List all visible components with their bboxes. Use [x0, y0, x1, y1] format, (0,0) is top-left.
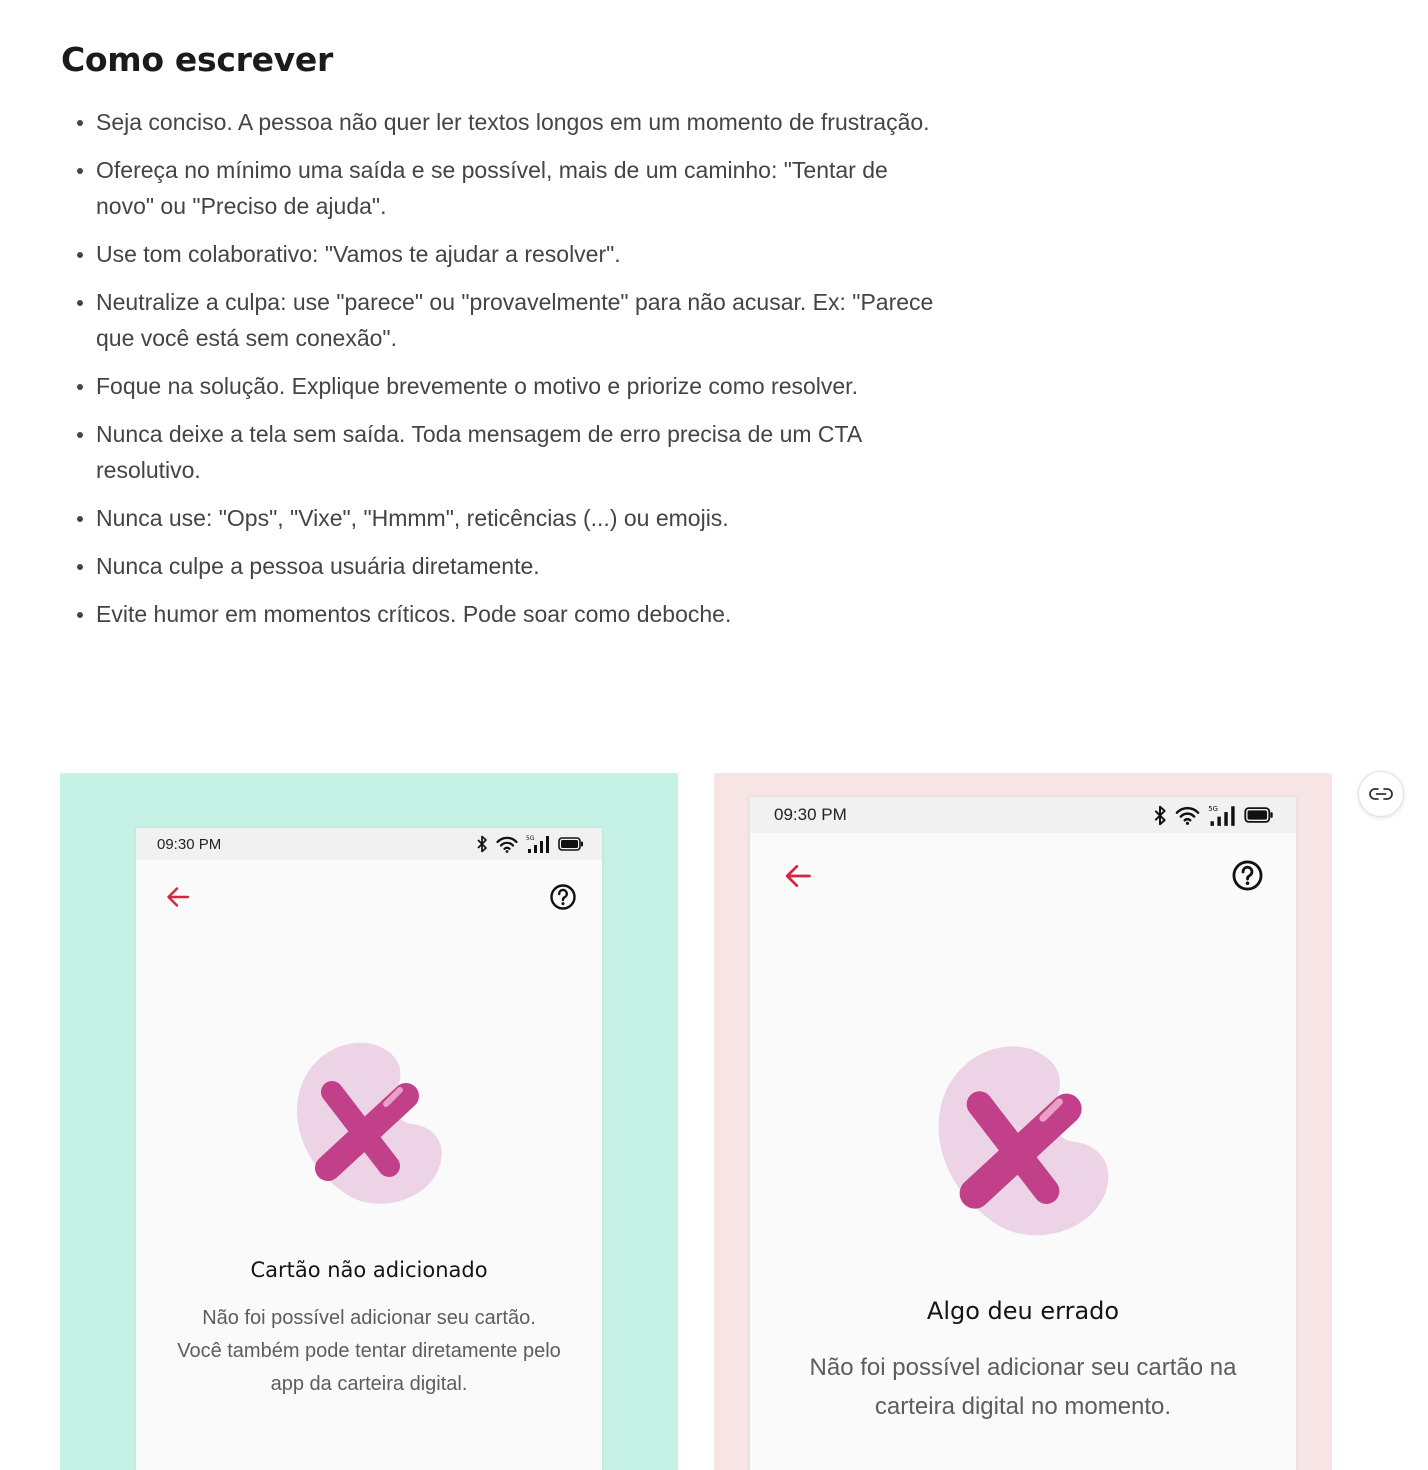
phone-mockup-good: [136, 828, 602, 1470]
tip-item: Neutralize a culpa: use "parece" ou "provavelmente" para não acusar. Ex: "Parece que você está sem conexão".: [96, 284, 936, 356]
battery-icon: [1244, 807, 1274, 823]
tip-item: Nunca culpe a pessoa usuária diretamente.: [96, 548, 936, 584]
signal-icon: [526, 834, 550, 854]
wifi-icon: [1175, 806, 1200, 825]
tip-item: Use tom colaborativo: "Vamos te ajudar a resolver".: [96, 236, 936, 272]
question-circle-icon[interactable]: [549, 883, 577, 911]
status-icons: [1153, 804, 1274, 827]
error-x-illustration: [294, 1040, 444, 1205]
status-time: 09:30 PM: [774, 805, 847, 824]
status-time: 09:30 PM: [157, 835, 222, 853]
description-line: Não foi possível adicionar seu cartão na: [809, 1354, 1237, 1381]
tip-item: Seja conciso. A pessoa não quer ler textos longos em um momento de frustração.: [96, 104, 936, 140]
error-title: Cartão não adicionado: [250, 1258, 488, 1282]
error-description: [780, 1348, 1266, 1426]
status-bar: [136, 828, 602, 860]
bluetooth-icon: [476, 835, 488, 853]
network-label: 5G: [1208, 804, 1218, 813]
question-circle-icon[interactable]: [1231, 859, 1264, 892]
bluetooth-icon: [1153, 805, 1167, 826]
arrow-left-icon[interactable]: [782, 860, 814, 892]
tip-item: Ofereça no mínimo uma saída e se possível, mais de um caminho: "Tentar de novo" ou "Preciso de ajuda".: [96, 152, 936, 224]
good-example-panel: [60, 773, 678, 1470]
wifi-icon: [496, 836, 518, 853]
description-line: Não foi possível adicionar seu cartão.: [202, 1307, 536, 1329]
error-title: Algo deu errado: [926, 1297, 1120, 1325]
section-title: Como escrever: [61, 40, 333, 79]
error-x-illustration: [935, 1043, 1111, 1237]
arrow-left-icon[interactable]: [164, 883, 192, 911]
battery-icon: [558, 837, 584, 851]
description-line: app da carteira digital.: [270, 1373, 468, 1395]
description-line: carteira digital no momento.: [874, 1393, 1172, 1420]
link-icon: [1369, 787, 1393, 801]
tips-list: [96, 104, 936, 644]
copy-link-button[interactable]: [1358, 771, 1404, 817]
tip-item: Foque na solução. Explique brevemente o motivo e priorize como resolver.: [96, 368, 936, 404]
error-description: [156, 1302, 582, 1401]
phone-mockup-bad: [750, 797, 1296, 1470]
tip-item: Nunca use: "Ops", "Vixe", "Hmmm", reticências (...) ou emojis.: [96, 500, 936, 536]
description-line: Você também pode tentar diretamente pelo: [177, 1340, 561, 1362]
status-bar: [750, 797, 1296, 833]
tip-item: Nunca deixe a tela sem saída. Toda mensagem de erro precisa de um CTA resolutivo.: [96, 416, 936, 488]
network-label: 5G: [526, 835, 535, 842]
status-icons: [476, 834, 584, 854]
tip-item: Evite humor em momentos críticos. Pode soar como deboche.: [96, 596, 936, 632]
bad-example-panel: [714, 773, 1332, 1470]
signal-icon: [1208, 804, 1236, 827]
